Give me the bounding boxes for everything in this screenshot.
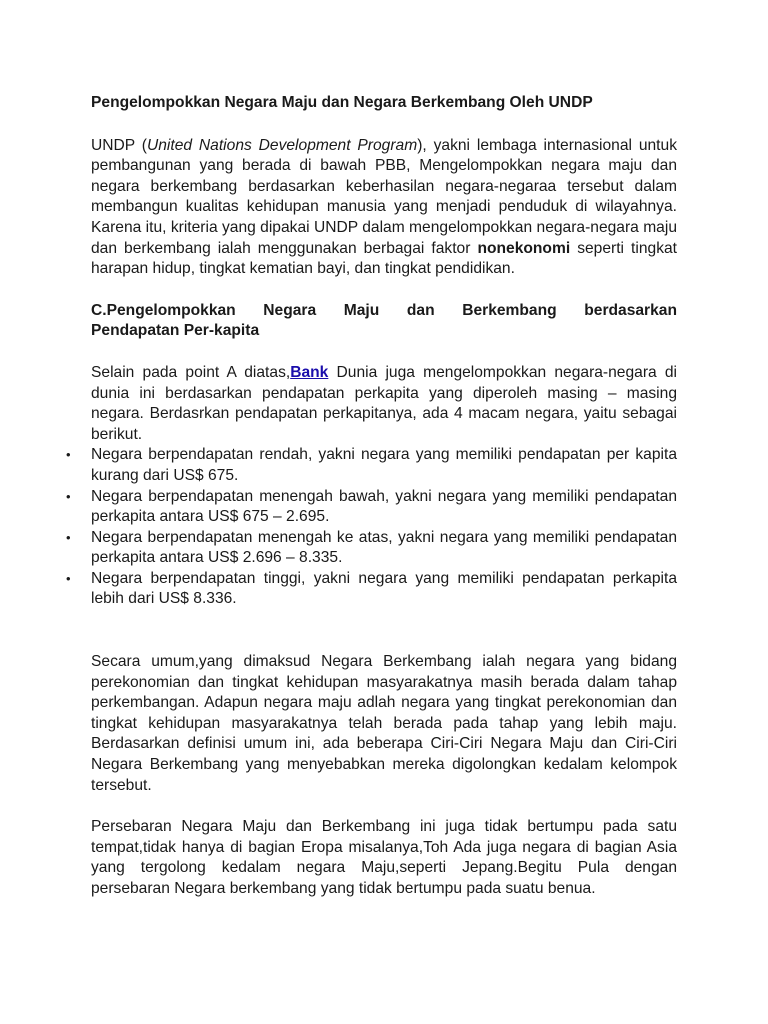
paragraph-undp — [91, 136, 677, 280]
list-item-text: Negara berpendapatan menengah bawah, yakni negara yang memiliki pendapatan perkapita antara US$ 675 – 2.695. — [91, 487, 677, 526]
list-item-text: Negara berpendapatan rendah, yakni negara yang memiliki pendapatan per kapita kurang dari US$ 675. — [91, 446, 677, 484]
section-heading-line-1: C.Pengelompokkan Negara Maju dan Berkembang berdasarkan — [91, 301, 677, 319]
list-item-text: Negara berpendapatan menengah ke atas, yakni negara yang memiliki pendapatan perkapita antara US$ 2.696 – 8.335. — [91, 528, 677, 567]
spacer — [91, 610, 677, 652]
list-item — [66, 528, 677, 569]
spacer — [91, 114, 677, 136]
spacer — [91, 280, 677, 301]
section-heading-c — [91, 301, 677, 342]
paragraph-distribution: Persebaran Negara Maju dan Berkembang ini juga tidak bertumpu pada satu tempat,tidak hanya di bagian Eropa misalanya,Toh Ada juga negara di bagian Asia yang tergolong kedalam negara Maju,seperti Jepang.Begitu Pula dengan persebaran Negara berkembang yang tidak bertumpu pada suatu benua. — [91, 818, 677, 897]
paragraph-bank — [91, 363, 677, 445]
list-item — [66, 569, 677, 610]
list-item — [66, 445, 677, 486]
paragraph-text: Selain pada point A diatas, — [91, 363, 291, 381]
paragraph-definition: Secara umum,yang dimaksud Negara Berkembang ialah negara yang bidang perekonomian dan tingkat kehidupan masyarakatnya masih berada dalam tahap perkembangan. Adapun negara maju adlah negara yang tingkat perekonomian dan tingkat kehidupan masyarakatnya telah berada pada tahap yang lebih maju. Berdasarkan definisi umum ini, ada beberapa Ciri-Ciri Negara Maju dan Ciri-Ciri Negara Berkembang yang menyebabkan mereka digolongkan kedalam kelompok tersebut. — [91, 653, 677, 794]
spacer — [91, 342, 677, 363]
list-item — [66, 487, 677, 528]
section-heading-line-2: Pendapatan Per-kapita — [91, 322, 260, 340]
income-category-list — [66, 445, 677, 610]
bullet-icon: • — [66, 488, 71, 504]
bullet-icon: • — [66, 570, 71, 586]
list-item-text: Negara berpendapatan tinggi, yakni negara yang memiliki pendapatan perkapita lebih dari US$ 8.336. — [91, 569, 677, 608]
paragraph-text: UNDP ( — [91, 136, 147, 154]
document-page — [66, 93, 677, 900]
paragraph-text: seperti tingkat harapan hidup, tingkat kematian bayi, dan tingkat pendidikan. — [91, 239, 677, 278]
bold-text: nonekonomi — [477, 239, 571, 257]
italic-text: United Nations Development Program — [146, 136, 418, 154]
bank-link[interactable]: Bank — [290, 363, 329, 381]
page-title: Pengelompokkan Negara Maju dan Negara Berkembang Oleh UNDP — [91, 94, 593, 111]
paragraph-text: Dunia juga mengelompokkan negara-negara di dunia ini berdasarkan pendapatan perkapita yang diperoleh masing – masing negara. Berdasrkan pendapatan perkapitanya, ada 4 macam negara, yaitu sebagai berikut. — [91, 363, 677, 443]
spacer — [91, 796, 677, 817]
paragraph-text: ), yakni lembaga internasional untuk pembangunan yang berada di bawah PBB, Mengelompokkan negara maju dan negara berkembang berdasarkan keberhasilan negara-negaraa tersebut dalam membangun kualitas kehidupan manusia yang menjadi penduduk di wilayahnya. Karena itu, kriteria yang dipakai UNDP dalam mengelompokkan negara-negara maju dan berkembang ialah menggunakan berbagai faktor — [91, 136, 677, 257]
bullet-icon: • — [66, 529, 71, 545]
bullet-icon: • — [66, 447, 71, 463]
